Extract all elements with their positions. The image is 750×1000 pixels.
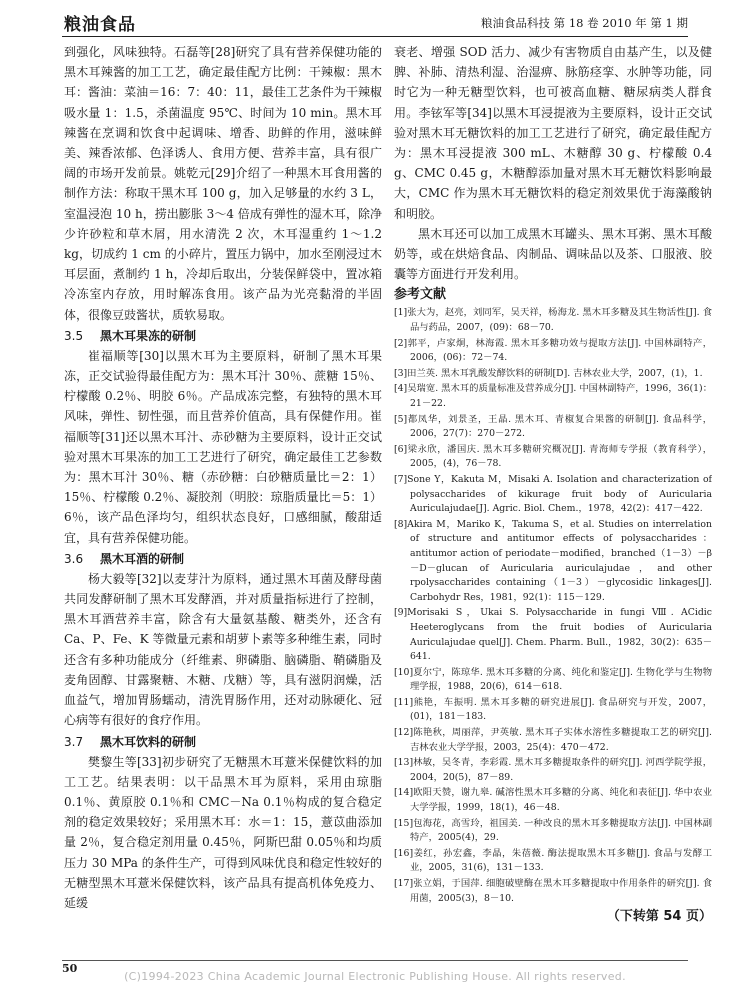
section-number: 3.5 bbox=[64, 328, 84, 343]
reference-item: [1]张大为，赵亮，刘同军，吴天祥，杨海龙. 黑木耳多糖及其生物活性[J]. 食品与药品，2007，(09)：68－70. bbox=[394, 307, 712, 334]
journal-short-title: 粮油食品 bbox=[64, 15, 136, 35]
section-title: 黑木耳饮料的研制 bbox=[100, 734, 197, 749]
right-column bbox=[394, 42, 712, 924]
reference-item: [15]包海花，高雪玲，祖国美. 一种改良的黑木耳多糖提取方法[J]. 中国林副特产，2005(4)，29. bbox=[394, 817, 712, 844]
issue-info: 粮油食品科技 第 18 卷 2010 年 第 1 期 bbox=[481, 16, 688, 30]
paragraph: 崔福顺等[30]以黑木耳为主要原料，研制了黑木耳果冻，正交试验得最佳配方为：黑木耳汁 30％、蔗糖 15％、柠檬酸 0.2％、明胶 6％。产品成冻完整，有独特的黑木耳风味，弹性、韧性强，而且营养价值高，具有保健作用。崔福顺等[31]还以黑木耳汁、赤砂糖为主要原料，设计正交试验对黑木耳果冻的加工工艺进行了研究，确定最佳工艺参数为：黑木耳汁 30％、糖（赤砂糖：白砂糖质量比＝2：1）15％、柠檬酸 0.2％、凝胶剂（明胶：琼脂质量比＝5：1）6％，该产品色泽均匀，组织状态良好，口感细腻，酸甜适宜，具有营养保健功能。 bbox=[64, 348, 382, 545]
section-heading-3-7 bbox=[64, 732, 382, 752]
paragraph: 樊黎生等[33]初步研究了无糖黑木耳薏米保健饮料的加工工艺。结果表明：以干品黑木耳为原料，采用由琼脂 0.1％、黄原胶 0.1％和 CMC－Na 0.1％构成的复合稳定剂的稳定效果较好；采用黑木耳：水＝1：15，薏苡曲添加量 2％，复合稳定剂用量 0.45％，阿斯巴甜 0.05％和均质压力 30 MPa 的条件生产，可得到风味优良和稳定性较好的无糖型黑木耳薏米保健饮料，该产品具有提高机体免疫力、延缓 bbox=[64, 754, 382, 910]
header-rule bbox=[62, 36, 688, 37]
reference-item: [13]林敏，吴冬青，李彩霞. 黑木耳多糖提取条件的研究[J]. 河西学院学报，2004，20(5)，87－89. bbox=[394, 757, 712, 783]
page-footer bbox=[62, 960, 688, 986]
reference-item: [12]陈艳秋，周丽萍，尹英敏. 黑木耳子实体水溶性多糖提取工艺的研究[J]. 吉林农业大学学报，2003，25(4)：470－472. bbox=[394, 727, 712, 753]
section-title: 黑木耳果冻的研制 bbox=[100, 328, 197, 343]
reference-item: [6]梁永欣，潘国庆. 黑木耳多糖研究概况[J]. 青海师专学报（教育科学），2005，(4)，76－78. bbox=[394, 443, 712, 470]
footer-rule bbox=[62, 960, 688, 961]
copyright-notice: (C)1994-2023 China Academic Journal Electronic Publishing House. All rights reserved. bbox=[124, 970, 626, 983]
paragraph: 杨大毅等[32]以麦芽汁为原料，通过黑木耳菌及酵母菌共同发酵研制了黑木耳发酵酒，并对质量指标进行了控制，黑木耳酒营养丰富，除含有大量氨基酸、糖类外，还含有 Ca、P、Fe、K 等微量元素和胡萝卜素等多种维生素，同时还含有多种功能成分（纤维素、卵磷脂、脑磷脂、鞘磷脂及麦角固醇、甘露聚糖、木糖、戊糖）等，具有滋阴润燥，活血益气，增加胃肠蠕动，清洗胃肠作用，还对动脉硬化、冠心病等有很好的食疗作用。 bbox=[64, 571, 382, 728]
page-number: 50 bbox=[62, 962, 78, 975]
left-column bbox=[64, 42, 382, 913]
reference-item: [5]都凤华，刘景圣，王晶. 黑木耳、青椒复合果酱的研制[J]. 食品科学，2006，27(7)：270－272. bbox=[394, 413, 712, 440]
reference-item: [11]熊艳，车振明. 黑木耳多糖的研究进展[J]. 食品研究与开发，2007，(01)，181－183. bbox=[394, 696, 712, 723]
paragraph: 衰老、增强 SOD 活力、减少有害物质自由基产生，以及健脾、补肺、清热利湿、治湿痹、脉筋痉挛、水肿等功能，同时它为一种无糖型饮料，也可被高血糖、糖尿病类人群食用。李铉军等[34]以黑木耳浸提液为主要原料，设计正交试验对黑木耳无糖饮料的加工工艺进行了研究，确定最佳配方为：黑木耳浸提液 300 mL、木糖醇 30 g、柠檬酸 0.4 g、CMC 0.45 g，木糖醇添加量对黑木耳无糖饮料影响最大，CMC 作为黑木耳无糖饮料的稳定剂效果优于海藻酸钠和明胶。 bbox=[394, 45, 712, 221]
reference-item: [17]张立娟，于国萍. 细胞破壁酶在黑木耳多糖提取中作用条件的研究[J]. 食用菌，2005(3)，8－10. bbox=[394, 878, 712, 904]
reference-item: [7]Sone Y，Kakuta M，Misaki A. Isolation and characterization of polysaccharides of kikurage fruit body of Auricularia Auriculajudae[J]. Agric. Biol. Chem.，1978，42(2)：417－422. bbox=[394, 473, 712, 515]
reference-item: [3]田兰英. 黑木耳乳酸发酵饮料的研制[D]. 吉林农业大学，2007，(1)，1. bbox=[394, 367, 703, 379]
reference-item: [16]姜红，孙宏鑫，李晶，朱蓓薇. 酶法提取黑木耳多糖[J]. 食品与发酵工业，2005，31(6)，131－133. bbox=[394, 847, 712, 874]
continued-on-page-note: （下转第 54 页） bbox=[606, 909, 712, 925]
reference-item: [9]Morisaki S，Ukai S. Polysaccharide in fungi Ⅷ. ACidic Heeteroglycans from the fruit bodies of Auricularia Auriculajudae quel[J]. Chem. Pharm. Bull.，1982，30(2)：635－641. bbox=[394, 607, 712, 663]
reference-item: [4]吴瑞宽. 黑木耳的质量标准及营养成分[J]. 中国林副特产，1996，36(1)：21－22. bbox=[394, 383, 712, 409]
section-heading-3-6 bbox=[64, 549, 382, 569]
paragraph: 黑木耳还可以加工成黑木耳罐头、黑木耳粥、黑木耳酸奶等，或在烘焙食品、肉制品、调味品以及茶、口服液、胶囊等方面进行开发利用。 bbox=[394, 226, 712, 282]
section-number: 3.7 bbox=[64, 734, 84, 749]
reference-list bbox=[394, 306, 712, 906]
reference-item: [10]夏尔宁，陈琼华. 黑木耳多糖的分离、纯化和鉴定[J]. 生物化学与生物物理学报，1988，20(6)，614－618. bbox=[394, 666, 712, 693]
reference-item: [14]欧阳天赞，谢九皋. 碱溶性黑木耳多糖的分离、纯化和表征[J]. 华中农业大学学报，1999，18(1)，46－48. bbox=[394, 787, 712, 814]
section-number: 3.6 bbox=[64, 551, 84, 566]
reference-item: [2]郭平，卢家炯，林海霞. 黑木耳多糖功效与提取方法[J]. 中国林副特产，2006，(06)：72－74. bbox=[394, 337, 712, 364]
paragraph: 到强化，风味独特。石磊等[28]研究了具有营养保健功能的黑木耳辣酱的加工工艺，确定最佳配方比例：干辣椒：黑木耳：酱油：菜油＝16：7：40：11，最佳工艺条件为干辣椒吸水量 1：1.5，杀菌温度 95℃、时间为 10 min。黑木耳辣酱在烹调和饮食中起调味、增香、助鲜的作用，滋味鲜美、辣香浓郁、色泽诱人、食用方便、营养丰富，具有很广阔的市场开发前景。姚乾元[29]介绍了一种黑木耳食用酱的制作方法：称取干黑木耳 100 g，加入足够量的水约 3 L，室温浸泡 10 h，捞出膨胀 3～4 倍成有弹性的湿木耳，除净少许砂粒和草木屑，用水清洗 2 次，木耳湿重约 1～1.2 kg，切成约 1 cm 的小碎片，置压力锅中，加水至刚浸过木耳层面，煮制约 1 h，冷却后取出，分装保鲜袋中，置冰箱冷冻室内存放，用时解冻食用。该产品为光亮黏滑的半固体，很像豆豉酱状，质软易取。 bbox=[64, 45, 382, 322]
section-title: 黑木耳酒的研制 bbox=[100, 551, 185, 566]
reference-item: [8]Akira M，Mariko K，Takuma S，et al. Studies on interrelation of structure and antitumor effects of polysaccharides：antitumor action of periodate－modified，branched（1－3）－β－D－glucan of Auricularia auriculajudae，and other rpolysaccharides containing（1－3）－glycosidic linkages[J]. Carbohydr Res，1981，92(1)：115－129. bbox=[394, 518, 712, 603]
references-heading: 参考文献 bbox=[394, 287, 447, 303]
page-header bbox=[0, 6, 750, 34]
section-heading-3-5 bbox=[64, 326, 382, 346]
